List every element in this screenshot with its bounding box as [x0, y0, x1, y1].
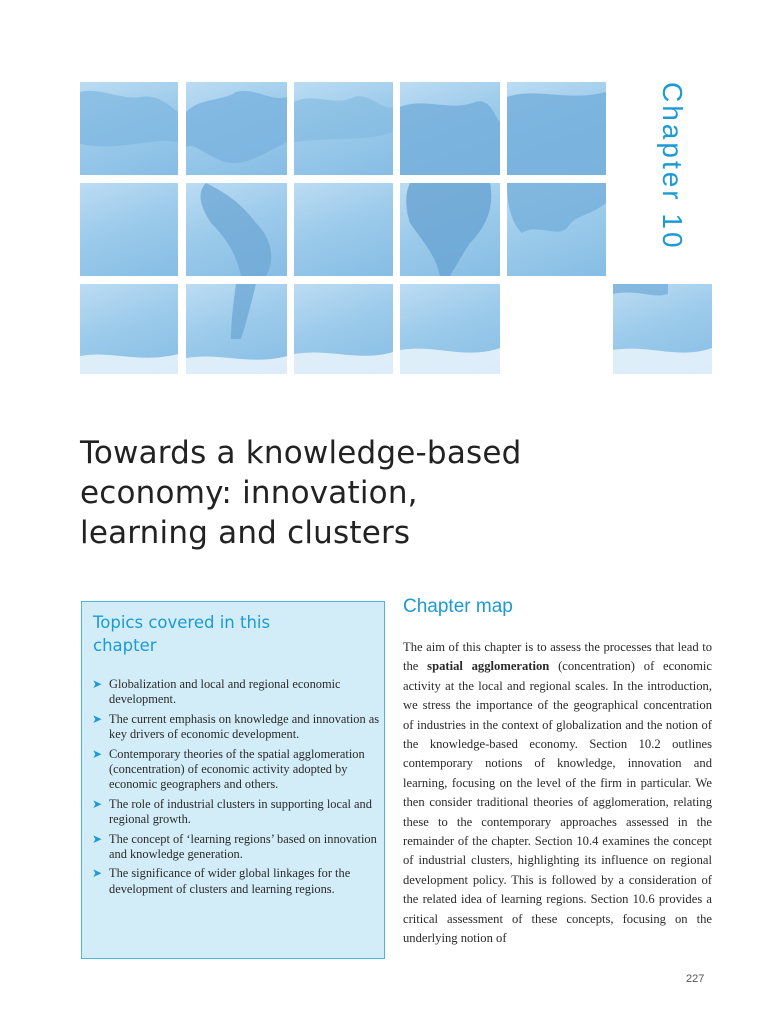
chapter-map-heading: Chapter map: [403, 596, 513, 617]
list-item-text: The significance of wider global linkages for the development of clusters and learning regions.: [109, 866, 351, 896]
map-tile-blank: [507, 284, 606, 374]
title-line: learning and clusters: [80, 515, 411, 551]
list-item: [92, 866, 382, 897]
title-line: economy: innovation,: [80, 475, 418, 511]
list-item-text: Globalization and local and regional economic development.: [109, 677, 341, 707]
list-item-text: Contemporary theories of the spatial agglomeration (concentration) of economic activity adopted by economic geographers and others.: [109, 746, 365, 792]
map-tile: [507, 82, 606, 175]
list-item: [92, 832, 382, 863]
list-item-text: The concept of ‘learning regions’ based on innovation and knowledge generation.: [109, 831, 377, 862]
map-tile: [294, 183, 393, 276]
map-tile: [400, 183, 500, 276]
map-tile: [507, 183, 606, 276]
arrow-bullet-icon: ➤: [92, 711, 103, 726]
body-text: (concentration) of economic activity at the local and regional scales. In the introduction, we stress the importance of the geographical concentration of industries in the context of globalization and the notion of the knowledge-based economy. Section 10.2 outlines contemporary notions of knowledge, innovation and learning, focusing on the level of the firm in particular. We then consider traditional theories of agglomeration, relating these to the contemporary approaches assessed in the remainder of the chapter. Section 10.4 examines the concept of industrial clusters, highlighting its influence on regional development policy. This is followed by a consideration of the related idea of learning regions. Section 10.6 provides a critical assessment of these concepts, focusing on the underlying notion of: [403, 659, 712, 946]
map-tile: [80, 82, 178, 175]
topics-list: [92, 677, 382, 901]
arrow-bullet-icon: ➤: [92, 831, 103, 846]
chapter-number-text: Chapter 10: [657, 82, 688, 251]
map-tile: [80, 284, 178, 374]
world-map-tiles: [80, 82, 712, 374]
arrow-bullet-icon: ➤: [92, 746, 103, 761]
body-text: The aim of this chapter is to assess the processes that lead to the: [403, 640, 712, 674]
map-tile: [294, 82, 393, 175]
topics-heading-line: Topics covered in this: [93, 613, 271, 632]
body-bold-term: spatial agglomeration: [427, 659, 550, 674]
arrow-bullet-icon: ➤: [92, 796, 103, 811]
list-item: [92, 797, 382, 828]
map-tile: [613, 284, 712, 374]
list-item: [92, 677, 382, 708]
list-item-text: The current emphasis on knowledge and innovation as key drivers of economic development.: [109, 711, 380, 742]
list-item: [92, 747, 382, 793]
map-tile: [400, 82, 500, 175]
topics-heading-line: chapter: [93, 636, 157, 655]
topics-heading: [93, 611, 373, 657]
map-tile: [400, 284, 500, 374]
chapter-title: [80, 433, 680, 553]
arrow-bullet-icon: ➤: [92, 866, 103, 881]
map-tile: [294, 284, 393, 374]
list-item-text: The role of industrial clusters in supporting local and regional growth.: [109, 796, 372, 827]
list-item: [92, 712, 382, 743]
map-tile: [186, 284, 287, 374]
map-tile: [80, 183, 178, 276]
page-number: 227: [686, 973, 705, 985]
topics-box: [81, 601, 385, 959]
title-line: Towards a knowledge-based: [80, 435, 522, 471]
map-tile: [186, 183, 287, 276]
chapter-label: [626, 82, 712, 277]
arrow-bullet-icon: ➤: [92, 677, 103, 691]
map-tile: [186, 82, 287, 175]
chapter-map-body: [403, 638, 712, 949]
